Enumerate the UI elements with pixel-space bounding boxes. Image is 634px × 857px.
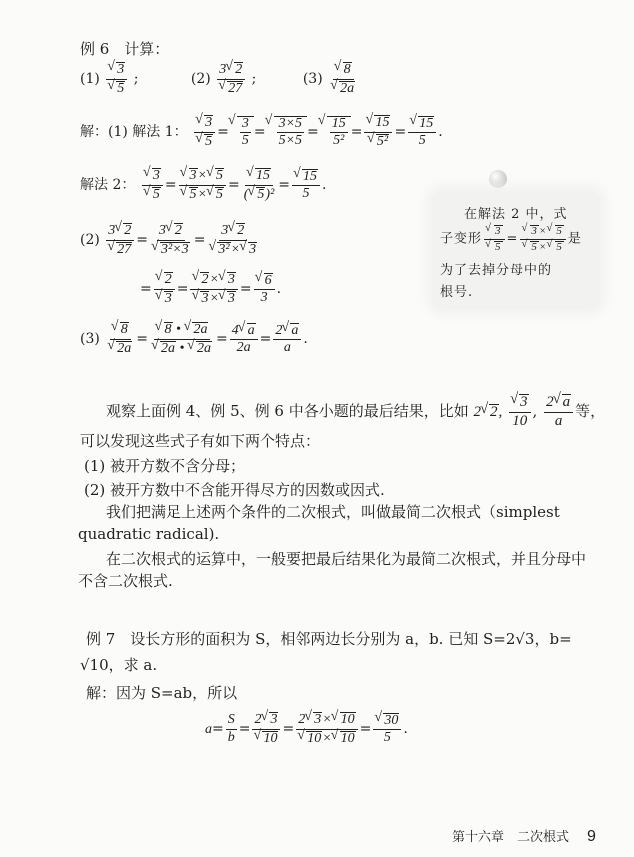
note-line-2: 子变形 √ 3 √ 5 = √ 3×√ 5 √ 5×√ 5 是 [440,225,582,253]
problem-1-label: (1) [80,71,100,88]
example-6-problems: (1) √ 3 √ 5 ; (2) 3√ 2 √ 27 ; (3) √ 8 √ 2a [80,62,359,96]
fraction: 2√ 3×√ 10 √ 10×√ 10 [296,712,357,746]
fraction: 2√ 3 √ 10 [252,712,280,746]
feature-2: (2) 被开方数中不含能开得尽方的因数或因式. [84,481,385,499]
chapter-title: 第十六章 二次根式 [452,830,570,845]
observation-text: 观察上面例 4、例 5、例 6 中各小题的最后结果，比如 [106,401,469,420]
definition-paragraph: 我们把满足上述两个条件的二次根式，叫做最简二次根式（simplest quadratic radical). [78,503,560,543]
example-6-title: 例 6 计算： [80,40,170,58]
fraction: √ 3 √ 5 [194,115,215,149]
note-line-4: 根号. [440,285,474,300]
problem-2-label: (2) [190,71,211,88]
example-7-question-cont: √10，求 a. [80,656,158,674]
fraction: $\frac{S}{b}$ [227,712,235,745]
fraction: √ 3 √ 5 [484,225,505,253]
note-text: 子变形 [440,231,483,247]
fraction: √ $\frac{30}{5}$ [373,713,401,746]
fraction: 3√ 2 √ 27 [106,223,134,257]
part-2-line-1: (2) 3√ 2 √ 27 = 3√ 2 √ 3²×3 = 3√ 2 √ 3²×√ 3 [80,223,261,257]
fraction: √ 8 √ 2a [106,322,134,356]
fraction: √ 8 √ 2a [329,62,357,96]
rule-paragraph: 在二次根式的运算中，一般要把最后结果化为最简二次根式，并且分母中不含二次根式. [78,550,587,590]
page-footer [452,826,596,846]
fraction: √ 3 √ 5 [106,62,127,96]
fraction: 3√ 2 √ 27 [217,62,245,96]
part-3-label: (3) [80,331,100,348]
fraction: √ 3×√ 5 √ 5×√ 5 [520,225,565,253]
side-note [432,191,600,309]
solution-2-line: 解法 2： √ 3 √ 5 = √ 3×√ 5 √ 5×√ 5 = √ $\frac{15}{\text{(√ 5)²}}$ = √ $\frac{15}{5}$ . [80,168,326,202]
example-expr: 2√ 2, [474,404,503,420]
note-text: 是 [567,231,582,247]
note-line-1: 在解法 2 中，式 [464,207,568,222]
observation-continued: 可以发现这些式子有如下两个特点： [80,432,321,450]
example-7-equation: a= $\frac{S}{b}$ = 2√ 3 √ 10 = 2√ 3×√ 10 √ 10×√ 10 = √ $\frac{30}{5}$ . [205,712,408,746]
observation-text-end: 等， [575,401,606,420]
part-3-line: (3) √ 8 √ 2a = √ 8 • √ 2a √ 2a • √ 2a = $\frac{4√ a}{2a}$ = $\frac{2√ a}{a}$ . [80,322,308,356]
solution-label: 解：(1) 解法 1： [80,124,188,141]
observation-line: 观察上面例 4、例 5、例 6 中各小题的最后结果，比如 2√ 2, √ $\frac{3}{10}$ , $\frac{2√ a}{a}$ 等， [106,394,605,430]
fraction: $\frac{2√ a}{a}$ [544,394,573,430]
fraction: √ $\frac{3}{10}$ [509,394,531,430]
problem-3-label: (3) [302,71,323,88]
feature-1: (1) 被开方数不含分母； [84,457,246,475]
method-2-label: 解法 2： [80,177,136,194]
part-2-label: (2) [80,232,100,249]
solution-1-line: 解：(1) 解法 1： √ 3 √ 5 = √ $\frac{3}{5}$ = √ $\frac{3\times 5}{5\times 5}$ = √ $\frac{15}{\text{5²}}$ = √ 15 √ 5² = √ $\frac{15}{5}$ . [80,115,443,149]
example-7-question: 例 7 设长方形的面积为 S，相邻两边长分别为 a，b. 已知 S=2√3，b= [86,630,572,648]
page-number: 9 [587,828,596,845]
fraction: √ 3 √ 5 [142,168,163,202]
part-2-line-2: = √ 2 √ 3 = √ 2×√ 3 √ 3×√ 3 = √ $\frac{6}{3}$ . [140,272,281,306]
note-bullet-icon [489,170,507,188]
note-line-3: 为了去掉分母中的 [440,263,553,278]
example-7-solution: 解：因为 S=ab，所以 [86,684,238,702]
